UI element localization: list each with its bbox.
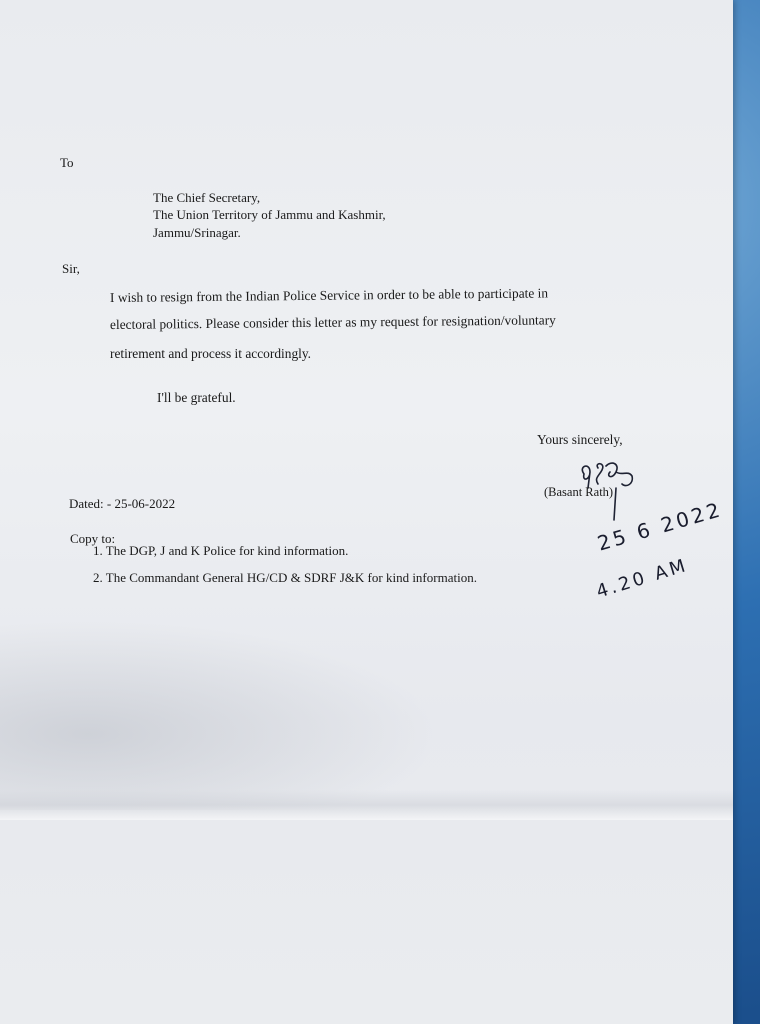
- body-line-1: I wish to resign from the Indian Police Service in order to be able to participate in: [109, 285, 549, 305]
- dated-line: Dated: - 25-06-2022: [69, 496, 176, 511]
- to-label: To: [60, 155, 74, 170]
- copy-item-2: 2. The Commandant General HG/CD & SDRF J&K for kind information.: [93, 570, 477, 585]
- handwritten-date: 25 6 2022: [594, 496, 726, 556]
- closing: Yours sincerely,: [537, 432, 623, 447]
- paper-fold: [0, 790, 733, 820]
- addressee-line-2: The Union Territory of Jammu and Kashmir,: [153, 207, 386, 222]
- paper-shadow: [0, 620, 440, 810]
- signer-name: (Basant Rath): [544, 485, 614, 499]
- addressee-line-1: The Chief Secretary,: [153, 190, 261, 205]
- addressee-line-3: Jammu/Srinagar.: [153, 225, 241, 240]
- body-line-3: retirement and process it accordingly.: [110, 346, 312, 361]
- handwritten-time: 4.20 AM: [593, 554, 691, 603]
- copy-to-label: Copy to:: [70, 531, 116, 546]
- body-line-2: electoral politics. Please consider this letter as my request for resignation/voluntary: [109, 312, 556, 332]
- grateful-line: I'll be grateful.: [157, 390, 236, 405]
- copy-item-1: 1. The DGP, J and K Police for kind information.: [93, 543, 349, 558]
- greeting: Sir,: [62, 261, 80, 276]
